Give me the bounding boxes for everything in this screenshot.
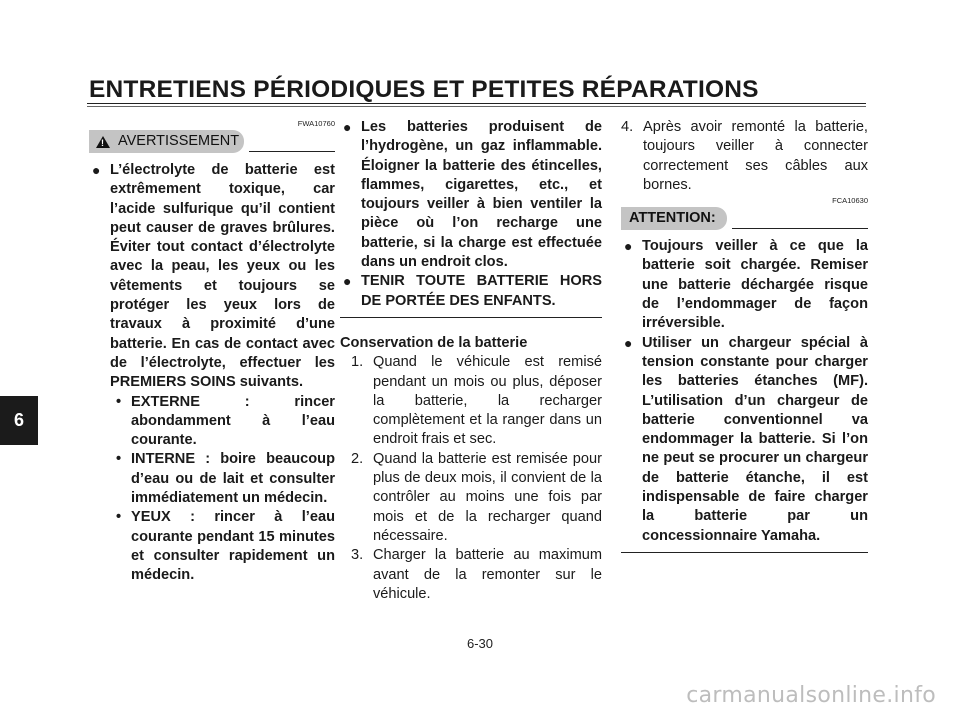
page-header-title: ENTRETIENS PÉRIODIQUES ET PETITES RÉPARATIONS <box>89 76 759 103</box>
caution-rule <box>732 228 868 229</box>
caution-bullet-charger <box>621 334 868 546</box>
warning-bullet-children <box>340 272 602 311</box>
caution-bullet-text: Utiliser un chargeur spécial à tension constante pour charger les batteries étanches (MF). L’utilisation d’un chargeur de batterie conventionnel va endommager la batterie. Si l’on ne peut se procurer un chargeur de batterie étanche, il est indispensable de faire charger la batterie par un concessionnaire Yamaha. <box>642 334 868 544</box>
caution-bullet-charged <box>621 237 868 333</box>
section-title: Conservation de la batterie <box>340 334 528 351</box>
header-rule <box>87 103 866 104</box>
watermark: carmanualsonline.info <box>686 683 936 708</box>
storage-step-3 <box>340 546 602 604</box>
caution-end-rule <box>621 552 868 553</box>
column-right <box>621 118 868 553</box>
caution-badge <box>621 207 727 230</box>
warning-bullet-text: L’électrolyte de batterie est extrêmement toxique, car l’acide sulfurique qu’il contient peut causer de graves brûlures. Éviter tout contact d’électrolyte avec la peau, les yeux ou les vêtements et toujours se protéger les yeux lors de travaux à proximité d’une batterie. En cas de contact avec de l’électrolyte, effectuer les PREMIERS SOINS suivants. <box>110 162 335 391</box>
warning-label: AVERTISSEMENT <box>118 132 240 149</box>
bullet-dot-icon: ● <box>624 334 633 351</box>
storage-step-1 <box>340 353 602 449</box>
bullet-dot-icon: ● <box>624 238 633 255</box>
warning-badge <box>89 130 244 153</box>
bullet-dot-icon: ● <box>343 119 352 135</box>
column-middle <box>340 118 602 604</box>
caution-heading <box>621 207 868 230</box>
warning-heading <box>89 130 335 153</box>
step-text: Quand le véhicule est remisé pendant un mois ou plus, déposer la batterie, la recharger complètement et la ranger dans un endroit frais et sec. <box>373 354 602 448</box>
first-aid-internal-text: INTERNE : boire beaucoup d’eau ou de lait et consulter immédiatement un médecin. <box>131 451 335 507</box>
first-aid-eyes <box>89 508 335 585</box>
warning-bullet-electrolyte <box>89 161 335 393</box>
first-aid-internal <box>89 450 335 508</box>
warning-bullet-hydrogen <box>340 118 602 272</box>
warning-code: FWA10760 <box>297 119 335 128</box>
step-text: Quand la batterie est remisée pour plus de deux mois, il convient de la contrôler au moins une fois par mois et de la recharger quand nécessaire. <box>373 450 602 544</box>
bullet-dot-icon: ● <box>92 162 101 178</box>
first-aid-external <box>89 393 335 451</box>
warning-rule <box>249 151 335 152</box>
storage-step-2 <box>340 450 602 546</box>
step-number: 4. <box>621 119 634 135</box>
step-number: 3. <box>351 547 364 564</box>
sub-bullet-icon: • <box>116 509 122 526</box>
bullet-dot-icon: ● <box>343 273 352 290</box>
chapter-tab: 6 <box>0 396 38 445</box>
step-text: Charger la batterie au maximum avant de la remonter sur le véhicule. <box>373 547 602 602</box>
warning-triangle-icon: ! <box>96 136 110 148</box>
step-number: 1. <box>351 354 364 371</box>
header-rule-thin <box>87 106 866 107</box>
sub-bullet-icon: • <box>116 451 122 468</box>
caution-bullet-text: Toujours veiller à ce que la batterie soit chargée. Remiser une batterie déchargée risque de l’endommager de façon irréversible. <box>642 238 868 332</box>
hydrogen-text: Les batteries produisent de l’hydrogène, un gaz inflammable. Éloigner la batterie des étincelles, flammes, cigarettes, etc., et toujours veiller à bien ventiler la pièce où l’on recharge une batterie, si la charge est effectuée dans un endroit clos. <box>361 119 602 271</box>
step-number: 2. <box>351 450 364 467</box>
children-text: TENIR TOUTE BATTERIE HORS DE PORTÉE DES ENFANTS. <box>361 273 602 309</box>
caution-code: FCA10630 <box>832 196 868 206</box>
page-number: 6-30 <box>466 636 494 651</box>
step-text: Après avoir remonté la batterie, toujours veiller à connecter correctement ses câbles aux bornes. <box>643 119 868 193</box>
first-aid-eyes-text: YEUX : rincer à l’eau courante pendant 15 minutes et consulter rapidement un médecin. <box>131 509 335 584</box>
first-aid-external-text: EXTERNE : rincer abondamment à l’eau courante. <box>131 393 335 449</box>
warning-end-rule <box>340 317 602 318</box>
caution-label: ATTENTION: <box>629 210 716 227</box>
storage-step-4 <box>621 118 868 195</box>
column-left <box>89 118 335 586</box>
sub-bullet-icon: • <box>116 393 122 410</box>
